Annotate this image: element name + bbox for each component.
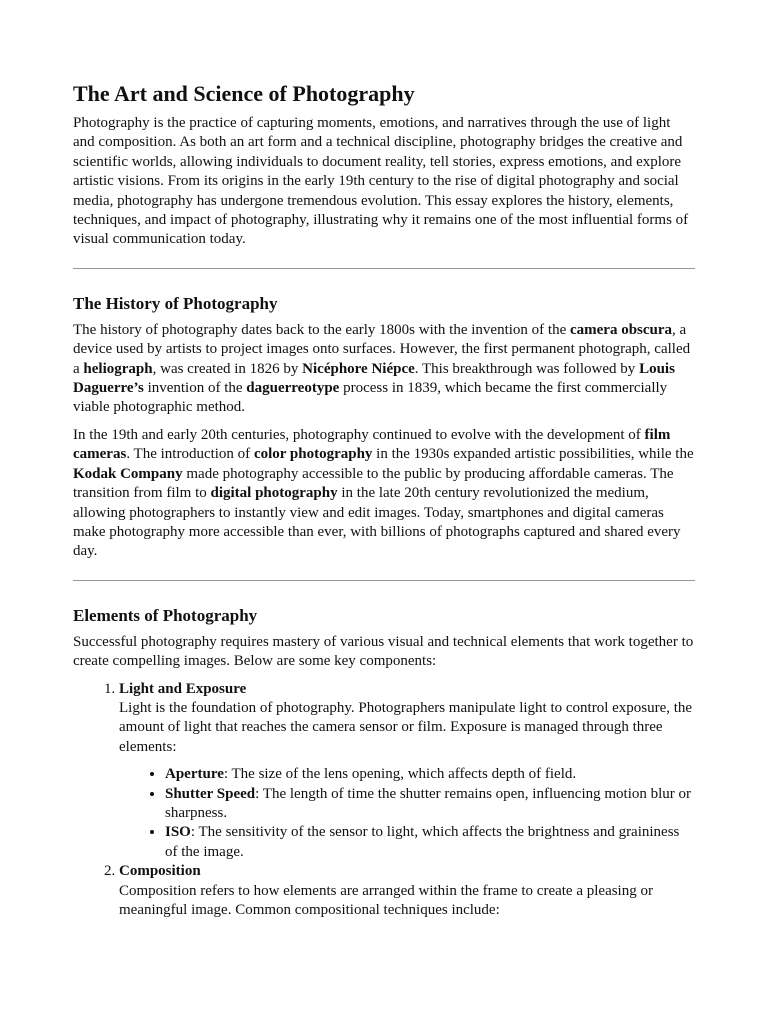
list-item-text: Light is the foundation of photography. Photographers manipulate light to control exposure, the amount of light that reaches the camera sensor or film. Exposure is managed through three elements: [119, 699, 693, 755]
text-run: invention of the [143, 380, 247, 397]
history-heading: The History of Photography [73, 293, 278, 313]
list-item [119, 680, 695, 863]
sublist-item [165, 765, 695, 784]
bold-term: Kodak Company [73, 465, 183, 482]
bold-term: Aperture [165, 766, 224, 783]
text-run: process in 1839, which became the first commercially viable photographic method. [73, 380, 668, 416]
text-run: . This breakthrough was followed by [414, 360, 640, 377]
list-item-title: Light and Exposure [119, 680, 247, 697]
text-run: . The introduction of [126, 446, 254, 463]
text-run: in the late 20th century revolutionized the medium, allowing photographers to instantly view and edit images. Today, smartphones and digital cameras make photography more accessible than ever, with billions of photographs captured and shared every day. [73, 485, 681, 560]
history-paragraph-1 [73, 321, 695, 418]
bold-term: heliograph [83, 360, 153, 377]
text-run: The history of photography dates back to the early 1800s with the invention of the [73, 321, 570, 338]
elements-intro: Successful photography requires mastery of various visual and technical elements that work together to create compelling images. Below are some key components: [73, 633, 694, 670]
text-run: In the 19th and early 20th centuries, photography continued to evolve with the development of [73, 426, 645, 443]
section-divider [73, 580, 695, 581]
sublist-item [165, 823, 695, 862]
bold-term: Nicéphore Niépce [302, 360, 415, 377]
exposure-sublist [119, 765, 695, 862]
list-item-text: Composition refers to how elements are arranged within the frame to create a pleasing or meaningful image. Common compositional techniques include: [119, 882, 653, 918]
text-run: : The length of time the shutter remains open, influencing motion blur or sharpness. [165, 785, 692, 821]
bold-term: color photography [253, 446, 373, 463]
list-item [119, 862, 695, 920]
article [73, 80, 695, 928]
intro-paragraph: Photography is the practice of capturing moments, emotions, and narratives through the use of light and composition. As both an art form and a technical discipline, photography bridges the creative and scientific worlds, allowing individuals to document reality, tell stories, express emotions, and explore artistic visions. From its origins in the early 19th century to the rise of digital photography and social media, photography has undergone tremendous evolution. This essay explores the history, elements, techniques, and impact of photography, illustrating why it remains one of the most influential forms of visual communication today. [73, 115, 689, 248]
text-run: made photography accessible to the public by producing affordable cameras. The transition from film to [73, 465, 674, 502]
bold-term: daguerreotype [246, 380, 340, 397]
text-run: : The size of the lens opening, which affects depth of field. [223, 766, 577, 783]
elements-list [73, 680, 695, 921]
text-run: in the 1930s expanded artistic possibilities, while the [372, 446, 694, 463]
bold-term: film cameras [73, 426, 671, 463]
history-paragraph-2 [73, 426, 695, 562]
bold-term: ISO [165, 824, 191, 841]
elements-heading: Elements of Photography [73, 605, 258, 625]
section-divider [73, 268, 695, 269]
bold-term: Shutter Speed [165, 785, 256, 802]
text-run: , was created in 1826 by [152, 360, 303, 377]
text-run: , a device used by artists to project images onto surfaces. However, the first permanent photograph, called a [73, 321, 691, 377]
bold-term: Louis Daguerre’s [73, 360, 675, 397]
bold-term: digital photography [210, 485, 338, 502]
text-run: : The sensitivity of the sensor to light, which affects the brightness and graininess of the image. [165, 824, 680, 860]
sublist-item [165, 785, 695, 824]
list-item-title: Composition [119, 863, 201, 880]
page-title: The Art and Science of Photography [73, 81, 415, 106]
bold-term: camera obscura [569, 321, 673, 338]
